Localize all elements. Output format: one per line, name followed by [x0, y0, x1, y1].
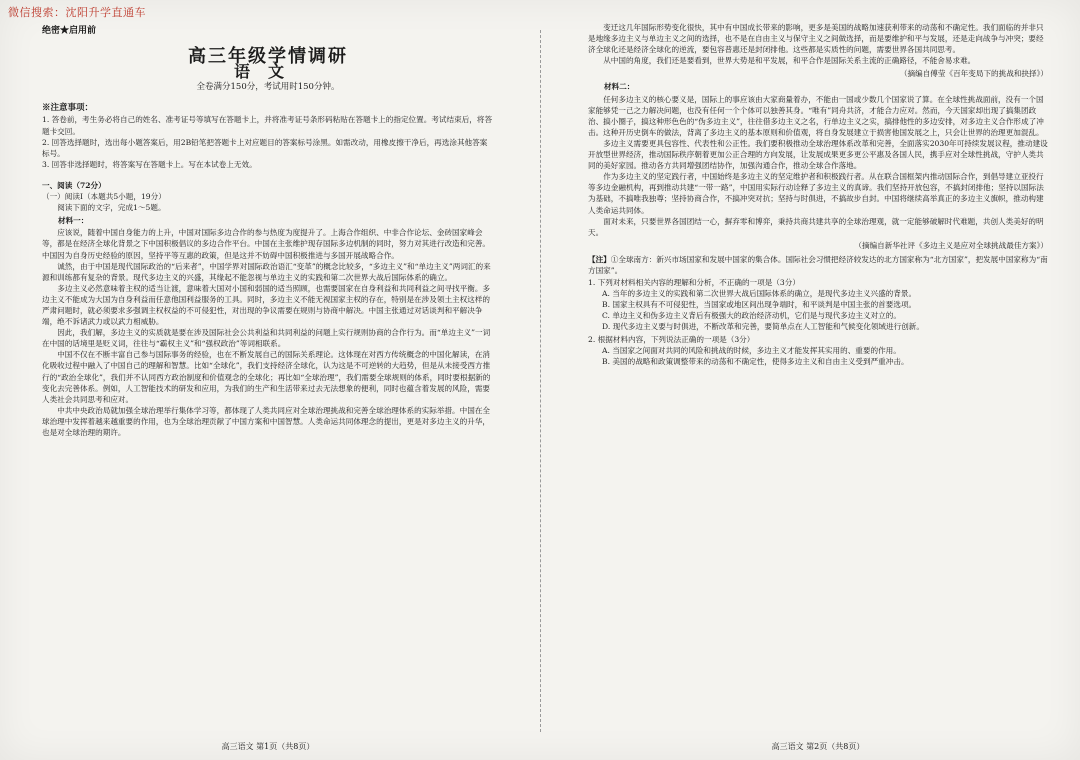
page-left	[42, 22, 494, 726]
note-item: 3. 回答非选择题时，将答案写在答题卡上。写在本试卷上无效。	[42, 159, 257, 169]
material-paragraph: 诚然，由于中国是现代国际政治的“后来者”，中国学界对国际政治语汇“变革”的概念比较多，“多边主义”和“单边主义”两词汇的来源和训练都有复杂的背景。现代多边主义的兴盛，其缘起不能忽视与单边主义的实践和第二次世界大战后国际体系的确立。	[42, 261, 491, 282]
secret-label: 绝密★启用前	[42, 26, 97, 36]
subsection-heading: （一）阅读Ⅰ（本题共5小题，19分）	[42, 192, 166, 202]
material-paragraph: 从中国的角度，我们还是要看到，世界大势是和平发展，和平合作是国际关系主流的正确路径，不能舍易求难。	[603, 56, 976, 66]
material-paragraph: 应该说，随着中国自身能力的上升，中国对国际多边合作的参与热度为度提升了。上海合作组织、中非合作论坛、金砖国家峰会等，都是在经济全球化背景之下中国积极倡议的多边合作平台。中国在主张维护现存国际多边机制的同时，努力对其进行改造和完善。中国因为自身历史经验的原因，坚持平等互惠的政策，但是这并不妨碍中国积极推进与多国开展战略合作。	[42, 228, 491, 260]
question-stem: 1. 下列对材料相关内容的理解和分析，不正确的一项是（3分）	[588, 278, 800, 288]
notes-list	[42, 114, 494, 169]
section-heading: 一、阅读（72分）	[42, 180, 106, 190]
page-right	[588, 22, 1048, 726]
subject-title: 语文	[233, 62, 302, 82]
question-option[interactable]: B. 美国的战略和政策调整带来的动荡和不确定性，使得多边主义和自由主义受到严重冲击。	[602, 356, 909, 366]
question-option[interactable]: A. 当年的多边主义的实践和第二次世界大战后国际体系的确立，是现代多边主义兴盛的背景。	[602, 289, 917, 299]
note-item: 2. 回答选择题时，选出每小题答案后，用2B铅笔把答题卡上对应题目的答案标号涂黑。如需改动，用橡皮擦干净后，再选涂其他答案标号。	[42, 137, 488, 158]
watermark: 微信搜索：沈阳升学直通车	[8, 6, 146, 19]
material-paragraph: 中共中央政治局就加强全球治理举行集体学习等，都体现了人类共同应对全球治理挑战和完善全球治理体系的实际举措。中国在全球治理中发挥着越来越重要的作用，也为全球治理贡献了中国方案和中国智慧。人类命运共同体理念的提出，更是对多边主义的升华，也是对全球治理的期许。	[42, 405, 491, 437]
exam-meta: 全卷满分150分，考试用时150分钟。	[196, 82, 340, 93]
page-footer-right: 高三语文 第2页（共8页）	[771, 742, 865, 751]
material-paragraph: 面对未来，只要世界各国团结一心，摒弃零和博弈，秉持共商共建共享的全球治理观，就一定能够破解时代难题，共创人类美好的明天。	[588, 216, 1044, 237]
question-stem: 2. 根据材料内容，下列说法正确的一项是（3分）	[588, 334, 755, 344]
page-footer-left: 高三语文 第1页（共8页）	[221, 742, 315, 751]
material-paragraph: 因此，我们解，多边主义的实质就是要在涉及国际社会公共利益和共同利益的问题上实行规则协商的合作行为。而“单边主义”一词在中国的话境里是贬义词，往往与“霸权主义”和“强权政治”等词相联系。	[42, 328, 491, 349]
page-divider	[540, 30, 541, 732]
material-paragraph: 多边主义需要更具包容性、代表性和公正性。我们要积极推动全球治理体系改革和完善，全面落实2030年可持续发展议程，推动建设开放型世界经济，推动国际秩序朝着更加公正合理的方向发展，让发展成果更多更公平惠及各国人民，携手应对全球性挑战，守护人类共同的美好家园。推动各方共同增强团结协作，加强沟通合作，推动全球合作落地。	[588, 138, 1048, 171]
material-source: （摘编自傅莹《百年变局下的挑战和抉择》）	[899, 69, 1048, 79]
annotation-text: ①全球南方：新兴市场国家和发展中国家的集合体。国际社会习惯把经济较发达的北方国家称为“北方国家”，把发展中国家称为“南方国家”。	[588, 254, 1048, 275]
question-option[interactable]: A. 当国家之间面对共同的风险和挑战的时候，多边主义才能发挥其实用的、重要的作用。	[602, 345, 901, 355]
question-option[interactable]: B. 国家主权具有不可侵犯性，当国家或地区间出现争端时，和平谈判是中国主张的首要选项。	[602, 300, 917, 310]
material-one-title: 材料一：	[58, 216, 89, 226]
reading-instruction: 阅读下面的文字，完成1～5题。	[57, 203, 166, 213]
material-source: （摘编自新华社评《多边主义是应对全球挑战最佳方案》）	[854, 240, 1048, 250]
notes-title: ※注意事项：	[42, 103, 94, 114]
material-paragraph: 变迁这几年国际形势变化很快，其中有中国成长带来的影响，更多是美国的战略加速获利带来的动荡和不确定性。我们面临的并非只是地缘多边主义与单边主义之间的选择，也不是在自由主义与保守主义之间做选择，而是要维护和平与发展，还是走向战争与冲突；要经济全球化还是经济全球化的逆流，要包容普惠还是封闭排他。这些都是实质性的问题，需要世界各国共同思考。	[588, 23, 1044, 55]
question-option[interactable]: D. 现代多边主义要与时俱进，不断改革和完善，要简单点在人工智能和气候变化领域进行创新。	[602, 322, 924, 332]
material-two-title: 材料二：	[604, 82, 635, 92]
annotation-label: 【注】	[588, 254, 611, 264]
exam-title: 高三年级学情调研	[188, 46, 348, 68]
material-paragraph: 任何多边主义的核心要义是，国际上的事应该由大家商量着办，不能由一国或少数几个国家说了算。在全球性挑战面前，没有一个国家能够凭一己之力解决问题，也没有任何一个个体可以独善其身。“唯有”同舟共济，才能合力应对。然而，今天国家却出现了搞集团政治、搞小圈子，搞这种形色色的“伪多边主义”，往往借多边主义之名，行单边主义之实，搞排他性的多边安排，对多边主义合作形成了冲击。这种开历史倒车的做法，背离了多边主义的基本原则和价值观，将自身发展建立于损害他国发展之上，只会让世界的治理更加混乱。	[588, 94, 1044, 137]
material-paragraph: 作为多边主义的坚定践行者，中国始终是多边主义的坚定维护者和积极践行者。从在联合国框架内推动国际合作，到倡导建立亚投行等多边金融机构，再到推动共建“一带一路”，中国用实际行动诠释了多边主义的真谛。我们坚持开放包容，不搞封闭排他；坚持以国际法为基础，不搞唯我独尊；坚持协商合作，不搞冲突对抗；坚持与时俱进，不搞故步自封。中国将继续高举真正的多边主义旗帜，推动构建人类命运共同体。	[588, 172, 1044, 215]
note-item: 1. 答卷前，考生务必将自己的姓名、准考证号等填写在答题卡上，并将准考证号条形码粘贴在答题卡上的指定位置。考试结束后，将答题卡交回。	[42, 115, 493, 136]
annotation	[588, 254, 1048, 276]
material-paragraph: 中国不仅在不断丰富自己参与国际事务的经验，也在不断发展自己的国际关系理论。这体现在对西方传统概念的中国化解读，在消化吸收过程中融入了中国自己的理解和智慧。比如“全球化”，我们支持经济全球化，认为这是不可逆转的大趋势，但是从未接受西方推行的“政治全球化”，我们并不认同西方政治制度和价值观念的全球化；再比如“全球治理”，我们需要全球规则的体系，同时要根据新的变化去完善体系。例如，人工智能技术的研发和应用，为我们的生产和生活带来过去无法想象的便利，同时也蕴含着发展的风险，需要人类社会共同思考和应对。	[42, 350, 491, 404]
question-1	[588, 277, 1048, 332]
material-paragraph: 多边主义必然意味着主权的适当让渡，意味着大国对小国和弱国的适当照顾，也需要国家在自身利益和共同利益之间寻找平衡。多边主义不能成为大国为自身利益而任意他国利益服务的工具。同时，多边主义不能无视国家主权的存在，特别是在涉及领土主权这样的严肃问题时，就必须要求多强调主权权益的不可侵犯性，对出现的争议需要在规则与协商中解决。中国主张通过对话谈判和平解决争端，绝不诉诸武力或以武力相威胁。	[42, 283, 491, 327]
question-2	[588, 334, 1048, 367]
question-option[interactable]: C. 单边主义和伪多边主义背后有极强大的政治经济动机，它们是与现代多边主义对立的。	[602, 311, 901, 321]
